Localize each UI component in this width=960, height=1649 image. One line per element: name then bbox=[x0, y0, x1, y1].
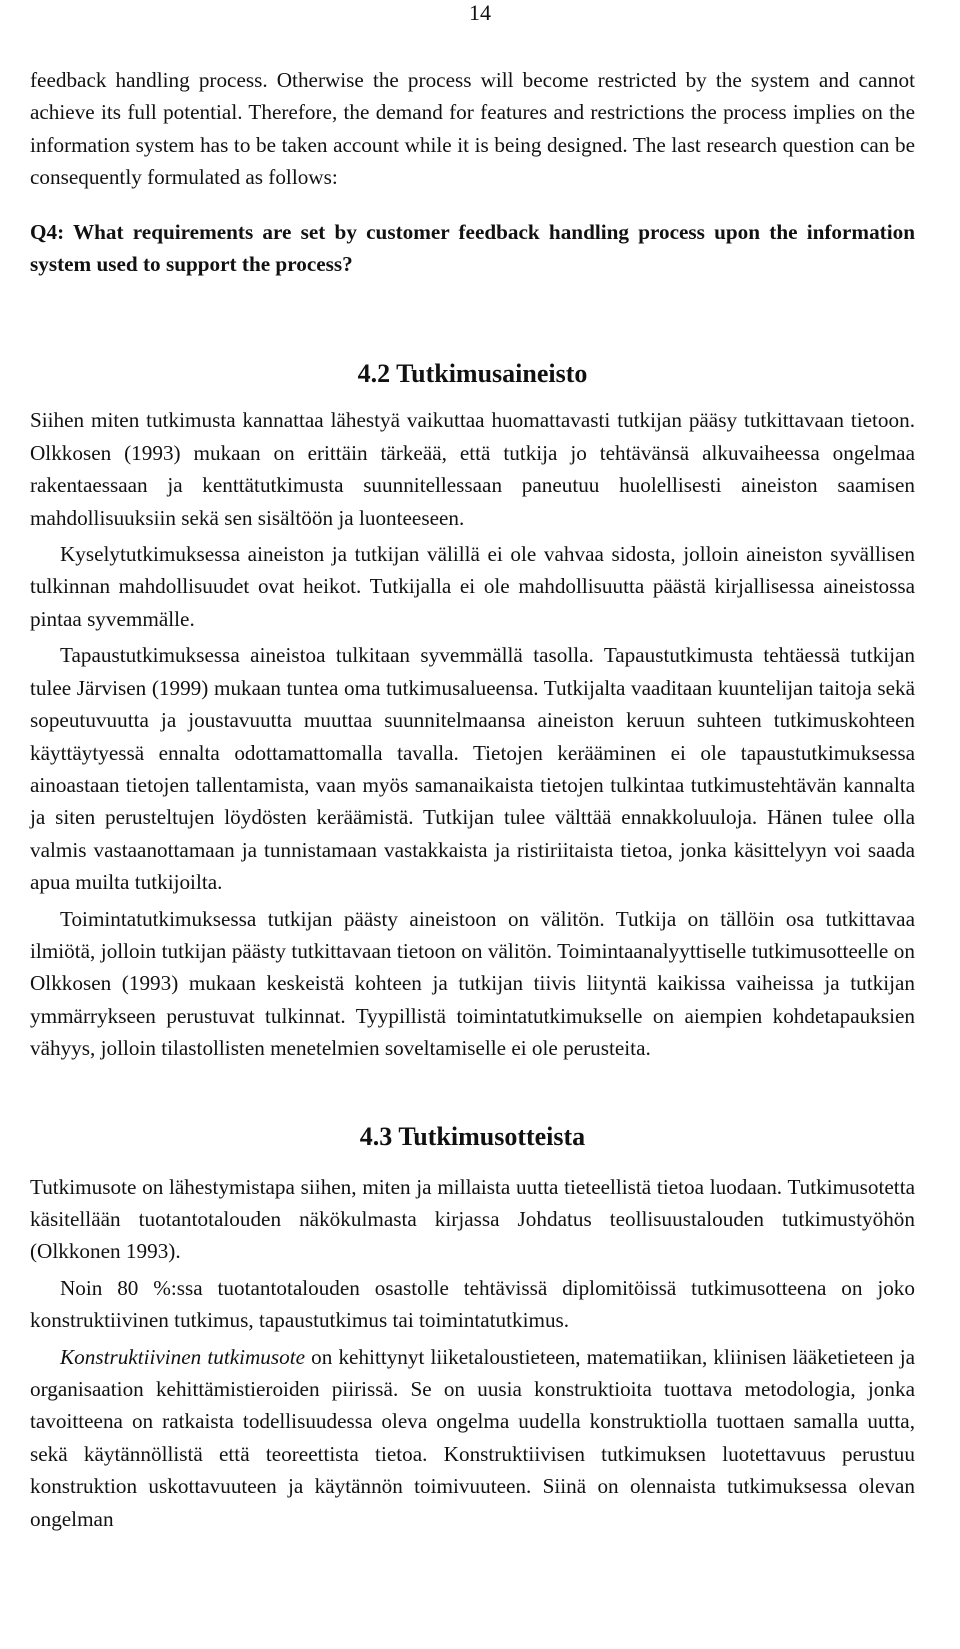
section-4-3-paragraph-1: Tutkimusote on lähestymistapa siihen, miten ja millaista uutta tieteellistä tietoa luodaan. Tutkimusotetta käsitellään tuotantotalouden näkökulmasta kirjassa Johdatus teollisuustalouden tutkimustyöhön (Olkkonen 1993). bbox=[30, 1174, 915, 1264]
section-4-3-paragraph-3-text: on kehittynyt liiketaloustieteen, matematiikan, kliinisen lääketieteen ja organisaation kehittämistieroiden piirissä. Se on uusia konstruktioita tuottava metodologia, jonka tavoitteena on ratkaista todellisuudessa oleva ongelma uudella konstruktiolla tuottaen samalla uutta, sekä käytännöllistä että teoreettista tietoa. Konstruktiivisen tutkimuksen luotettavuus perustuu konstruktion uskottavuuteen ja käytännön toimivuuteen. Siinä on olennaista tutkimuksessa olevan ongelman bbox=[30, 1344, 916, 1531]
section-4-2-paragraph-2: Kyselytutkimuksessa aineiston ja tutkijan välillä ei ole vahvaa sidosta, jolloin aineiston syvällisen tulkinnan mahdollisuudet ovat heikot. Tutkijalla ei ole mahdollisuutta päästä kirjallisessa aineistossa pintaa syvemmälle. bbox=[30, 542, 915, 631]
section-4-2-paragraph-4: Toimintatutkimuksessa tutkijan päästy aineistoon on välitön. Tutkija on tällöin osa tutkittavaa ilmiötä, jolloin tutkijan päästy tutkittavaan tietoon on välitön. Toimintaanalyyttiselle tutkimusotteelle on Olkkosen (1993) mukaan keskeistä kohteen ja tutkijan tiivis liityntä kaikissa vaiheissa ja tutkijan ymmärrykseen perustuvat tulkinnat. Tyypillistä toimintatutkimukselle on aiempien kohdetapauksien vähyys, jolloin tilastollisten menetelmien soveltamiselle ei ole perusteita. bbox=[30, 906, 915, 1061]
page-number: 14 bbox=[469, 0, 491, 25]
section-4-2-paragraph-3: Tapaustutkimuksessa aineistoa tulkitaan syvemmällä tasolla. Tapaustutkimusta tehtäessä tutkijan tulee Järvisen (1999) mukaan tuntea oma tutkimusalueensa. Tutkijalta vaaditaan kuuntelijan taitoja sekä sopeutuvuutta ja joustavuutta muuttaa suunnitelmaansa aineiston keruun suhteen tutkimuskohteen käyttäytyessä ennalta odottamattomalla tavalla. Tietojen kerääminen ei ole tapaustutkimuksessa ainoastaan tietojen tallentamista, vaan myös samanaikaista tietojen tulkintaa tutkimustehtävän kannalta ja siten perusteltujen löydösten keräämistä. Tutkijan tulee välttää ennakkoluuloja. Hänen tulee olla valmis vastaanottamaan ja tunnistamaan vastakkaista ja ristiriitaista tietoa, jonka käsittelyyn voi saada apua muilta tutkijoilta. bbox=[30, 643, 915, 895]
intro-paragraph: feedback handling process. Otherwise the process will become restricted by the system and cannot achieve its full potential. Therefore, the demand for features and restrictions the process implies on the information system has to be taken account while it is being designed. The last research question can be consequently formulated as follows: bbox=[30, 68, 915, 190]
research-question-q4: Q4: What requirements are set by customer feedback handling process upon the information system used to support the process? bbox=[30, 219, 915, 277]
document-body bbox=[30, 64, 915, 1535]
section-4-3-paragraph-2: Noin 80 %:ssa tuotantotalouden osastolle tehtävissä diplomitöissä tutkimusotteena on joko konstruktiivinen tutkimus, tapaustutkimus tai toimintatutkimus. bbox=[30, 1275, 915, 1333]
section-4-3-paragraph-3 bbox=[30, 1341, 915, 1535]
section-4-2-paragraph-1: Siihen miten tutkimusta kannattaa lähestyä vaikuttaa huomattavasti tutkijan pääsy tutkittavaan tietoon. Olkkosen (1993) mukaan on erittäin tärkeää, että tutkija jo tehtävänsä alkuvaiheessa ongelmaa rakentaessaan ja kenttätutkimusta suunnitellessaan paneutuu huolellisesti aineiston saamisen mahdollisuuksiin sekä sen sisältöön ja luonteeseen. bbox=[30, 408, 915, 530]
emphasis-konstruktiivinen: Konstruktiivinen tutkimusote bbox=[60, 1344, 306, 1369]
section-heading-4-3: 4.3 Tutkimusotteista bbox=[359, 1121, 586, 1151]
section-heading-4-2: 4.2 Tutkimusaineisto bbox=[357, 359, 588, 389]
